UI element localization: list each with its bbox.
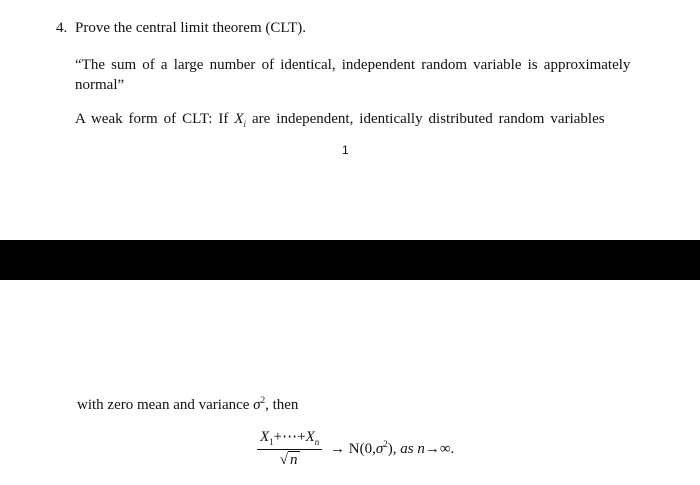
continuation-suffix: , then xyxy=(265,397,299,413)
weak-form-line xyxy=(75,111,605,129)
fraction-denominator: √ n xyxy=(279,452,298,468)
fraction-numerator: $X_1+\cdots+X_n$ xyxy=(257,427,322,450)
quote-line-1: “The sum of a large number of identical, independent random variable is approximately xyxy=(75,57,631,73)
continuation-prefix: with zero mean and variance xyxy=(77,397,250,413)
continuation-line xyxy=(77,395,298,414)
variable-x: X xyxy=(234,111,244,127)
weak-form-prefix: A weak form of CLT: If xyxy=(75,111,229,127)
quote-line-2: normal” xyxy=(75,77,125,93)
formula-limit: → $N(0,\sigma^2)$, as n→∞. xyxy=(330,438,455,457)
problem-title: Prove the central limit theorem (CLT). xyxy=(75,20,307,36)
formula-fraction xyxy=(257,427,322,469)
redaction-band xyxy=(0,240,700,280)
sigma-symbol: σ xyxy=(253,397,261,413)
weak-form-suffix: are independent, identically distributed random variables xyxy=(252,111,605,127)
sqrt-icon: √ xyxy=(279,452,288,468)
clt-formula xyxy=(257,427,454,469)
page-number: 1 xyxy=(342,143,349,157)
variable-subscript: i xyxy=(243,119,247,129)
problem-number: 4. xyxy=(56,20,68,36)
sigma-exponent: 2 xyxy=(260,395,266,405)
